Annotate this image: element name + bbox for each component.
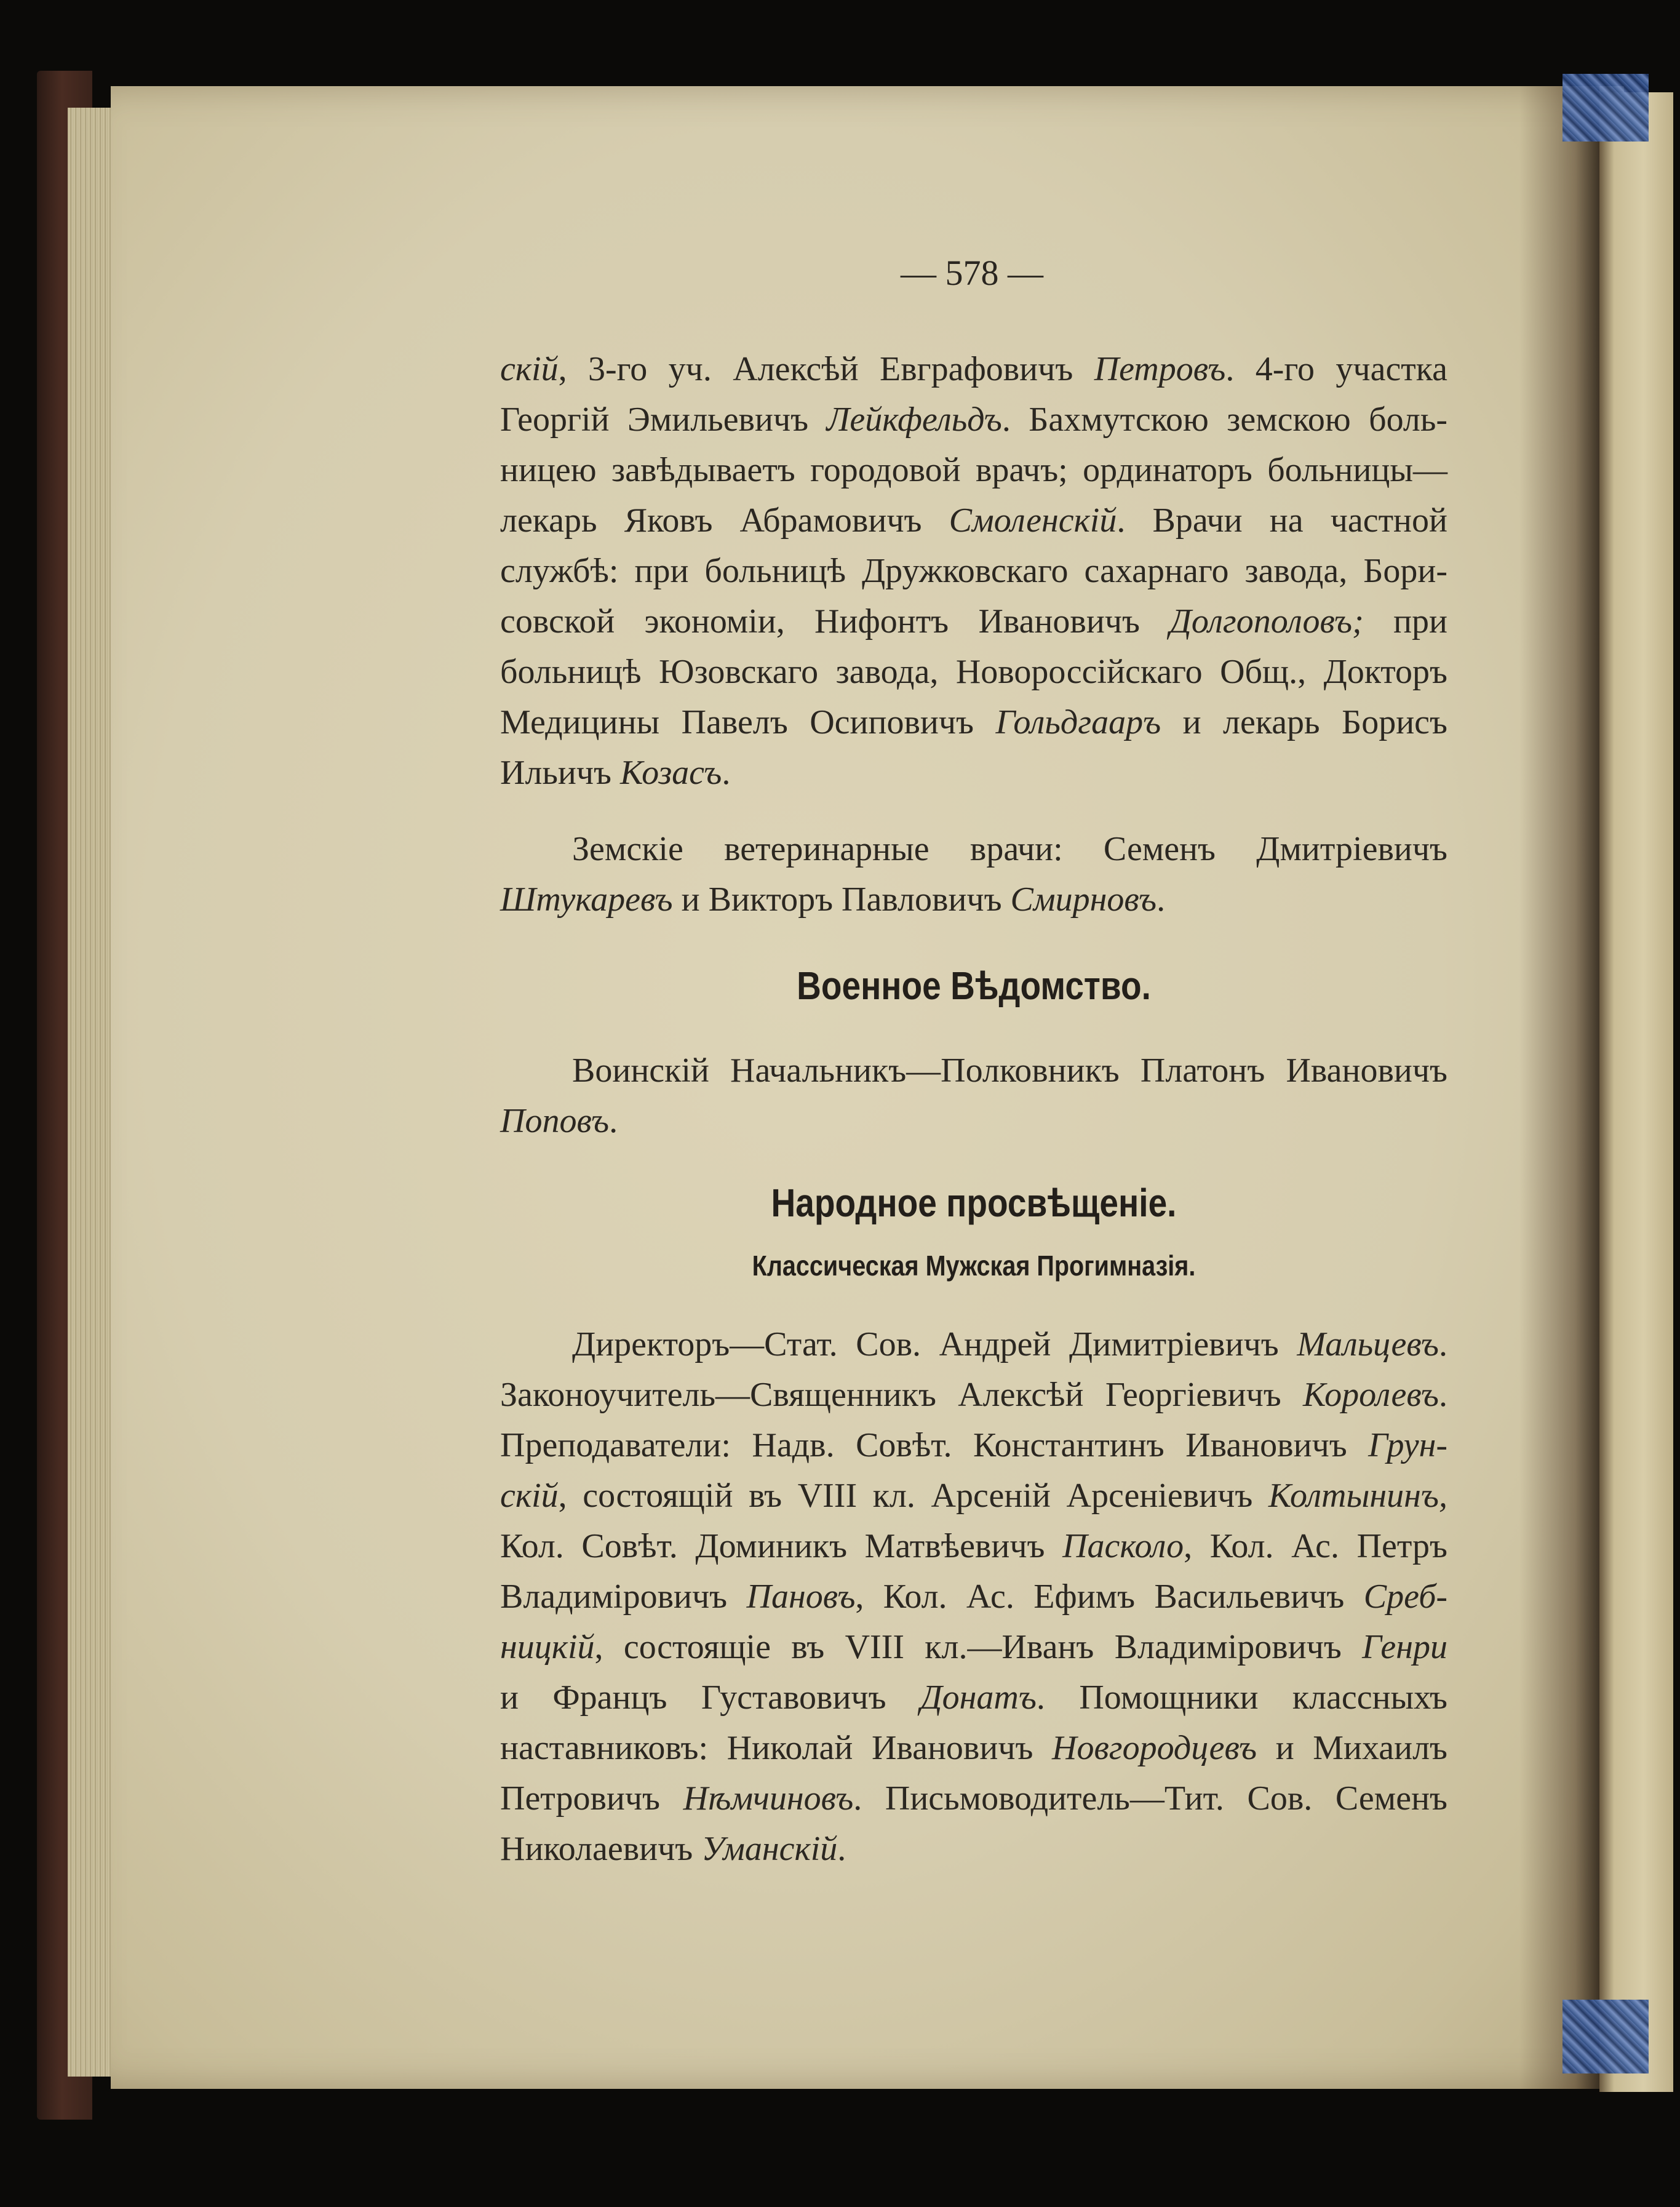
- text-line: Директоръ—Стат. Сов. Андрей Димитріевичъ Мальцевъ.: [572, 1325, 1447, 1363]
- subheading-gymnasium: Классическая Мужская Прогимназія.: [752, 1250, 1196, 1282]
- text-line: наставниковъ: Николай Ивановичъ Новгородцевъ и Михаилъ: [500, 1729, 1447, 1767]
- text-line: Владиміровичъ Пановъ, Кол. Ас. Ефимъ Васильевичъ Среб-: [500, 1578, 1448, 1616]
- text-line: совской экономіи, Нифонтъ Ивановичъ Долгополовъ; при: [500, 602, 1448, 641]
- text-line: службѣ: при больницѣ Дружковскаго сахарнаго завода, Бори-: [500, 552, 1447, 590]
- text-line: Петровичъ Нѣмчиновъ. Письмоводитель—Тит. Сов. Семенъ: [500, 1779, 1447, 1818]
- text-line: больницѣ Юзовскаго завода, Новороссійскаго Общ., Докторъ: [500, 653, 1447, 691]
- text-line: лекарь Яковъ Абрамовичъ Смоленскій. Врачи на частной: [500, 501, 1447, 540]
- text-line: Законоучитель—Священникъ Алексѣй Георгіевичъ Королевъ.: [500, 1376, 1447, 1414]
- text-line: Кол. Совѣт. Доминикъ Матвѣевичъ Пасколо, Кол. Ас. Петръ: [500, 1527, 1447, 1565]
- marbled-edge-top: [1563, 74, 1649, 142]
- text-line: Николаевичъ Уманскій.: [500, 1830, 846, 1868]
- facing-page-edge: [1599, 92, 1673, 2092]
- text-line: Медицины Павелъ Осиповичъ Гольдгааръ и лекарь Борисъ: [500, 703, 1447, 741]
- text-line: и Францъ Густавовичъ Донатъ. Помощники классныхъ: [500, 1678, 1447, 1717]
- text-line: Воинскій Начальникъ—Полковникъ Платонъ Ивановичъ: [572, 1052, 1447, 1090]
- text-line: Поповъ.: [500, 1102, 618, 1140]
- text-line: Штукаревъ и Викторъ Павловичъ Смирновъ.: [500, 880, 1166, 919]
- text-line: скій, 3-го уч. Алексѣй Евграфовичъ Петровъ. 4-го участка: [500, 350, 1447, 388]
- marbled-edge-bottom: [1563, 2000, 1649, 2073]
- text-line: Преподаватели: Надв. Совѣт. Константинъ Ивановичъ Грун-: [500, 1426, 1447, 1464]
- page-number: — 578 —: [901, 253, 1043, 293]
- heading-military: Военное Вѣдомство.: [797, 964, 1151, 1008]
- text-line: скій, состоящій въ VIII кл. Арсеній Арсеніевичъ Колтынинъ,: [500, 1477, 1447, 1515]
- text-line: ницею завѣдываетъ городовой врачъ; ординаторъ больницы—: [500, 451, 1447, 489]
- text-line: ницкій, состоящіе въ VIII кл.—Иванъ Владиміровичъ Генри: [500, 1628, 1447, 1666]
- text-line: Ильичъ Козасъ.: [500, 754, 731, 792]
- heading-education: Народное просвѣщеніе.: [771, 1181, 1177, 1225]
- text-line: Георгій Эмильевичъ Лейкфельдъ. Бахмутскою земскою боль-: [500, 401, 1448, 439]
- text-line: Земскіе ветеринарные врачи: Семенъ Дмитріевичъ: [572, 830, 1447, 868]
- page-gutter-shadow: [1519, 86, 1599, 2089]
